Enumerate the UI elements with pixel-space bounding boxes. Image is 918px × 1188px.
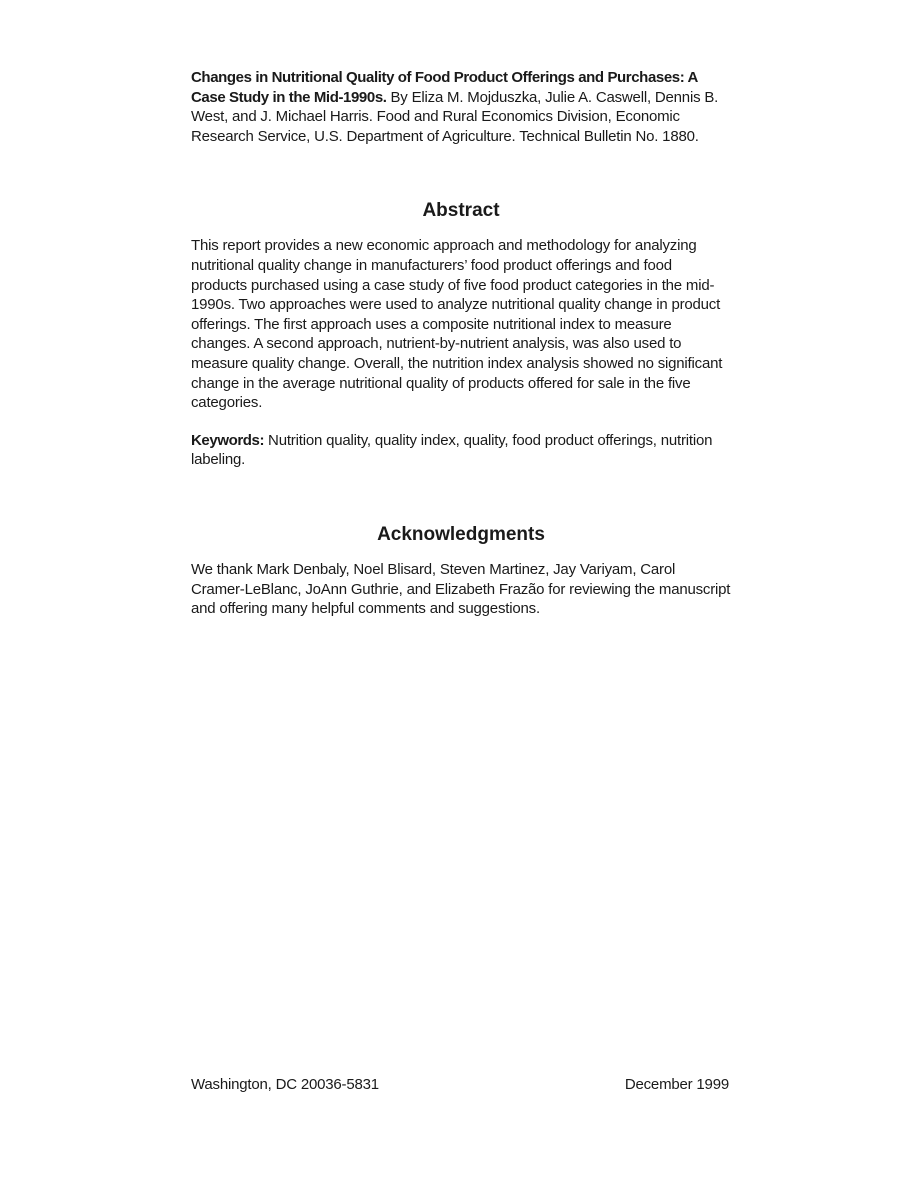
acknowledgments-body: We thank Mark Denbaly, Noel Blisard, Steven Martinez, Jay Variyam, Carol Cramer-LeBlanc, JoAnn Guthrie, and Elizabeth Frazão for reviewing the manuscript and offering many helpful comments and suggestions. [191, 560, 731, 618]
citation [191, 68, 731, 146]
acknowledgments-heading: Acknowledgments [377, 523, 545, 545]
document-page [191, 68, 731, 619]
citation-details: By Eliza M. Mojduszka, Julie A. Caswell, Dennis B. West, and J. Michael Harris. Food and Rural Economics Division, Economic Research Service, U.S. Department of Agriculture. Technical Bulletin No. 1880. [191, 88, 719, 145]
keywords-list: Nutrition quality, quality index, quality, food product offerings, nutrition labeling. [191, 431, 713, 469]
keywords [191, 431, 731, 470]
footer-location: Washington, DC 20036-5831 [191, 1076, 379, 1093]
report-title: Changes in Nutritional Quality of Food Product Offerings and Purchases: A Case Study in the Mid-1990s. [191, 69, 698, 106]
footer-date: December 1999 [624, 1076, 729, 1093]
abstract-body: This report provides a new economic approach and methodology for analyzing nutritional quality change in manufacturers’ food product offerings and food products purchased using a case study of five food product categories in the mid-1990s. Two approaches were used to analyze nutritional quality change in product offerings. The first approach uses a composite nutritional index to measure changes. A second approach, nutrient-by-nutrient analysis, was also used to measure quality change. Overall, the nutrition index analysis showed no significant change in the average nutritional quality of products offered for sale in the five categories. [191, 237, 723, 412]
abstract-heading: Abstract [422, 200, 500, 222]
page-footer [191, 1075, 729, 1094]
keywords-label: Keywords: [191, 431, 265, 449]
